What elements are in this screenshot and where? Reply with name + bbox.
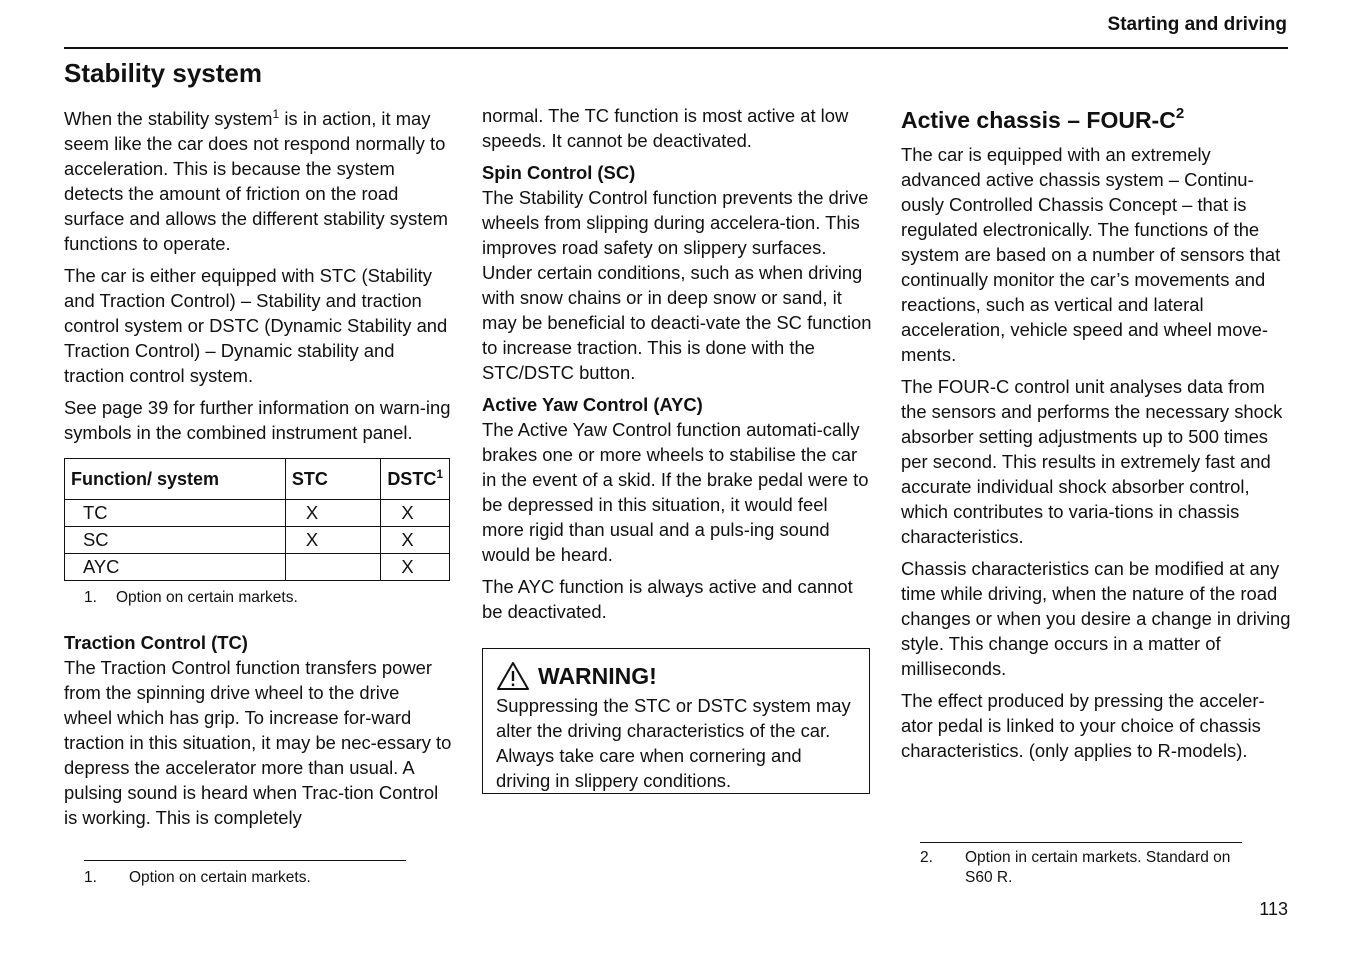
table-footnote: 1. Option on certain markets. <box>84 589 298 606</box>
four-c-paragraph-1: The car is equipped with an extremely advanced active chassis system – Continu-ously Controlled Chassis Concept – that is regulated electronically. The functions of the system are based on a number of sensors that continually monitor the car’s movements and reactions, such as vertical and lateral acceleration, vehicle speed and wheel move-ments. <box>901 144 1281 365</box>
column-2 <box>482 103 872 631</box>
table-cell: TC <box>65 500 286 527</box>
traction-control-heading: Traction Control (TC) <box>64 632 248 653</box>
table-cell <box>285 554 380 581</box>
stc-dstc-paragraph: The car is either equipped with STC (Stability and Traction Control) – Stability and traction control system or DSTC (Dynamic Stability and Traction Control) – Dynamic stability and traction control system. <box>64 265 448 386</box>
ayc-text: The Active Yaw Control function automati-cally brakes one or more wheels to stabilise the car in the event of a skid. If the brake pedal were to be depressed in this situation, it would feel more rigid than usual and a puls-ing sound would be heard. <box>482 419 869 565</box>
header-stc: STC <box>285 459 380 500</box>
four-c-paragraph-2: The FOUR-C control unit analyses data from the sensors and performs the necessary shock absorber setting adjustments up to 500 times per second. This results in extremely fast and accurate individual shock absorber control, which contributes to varia-tions in chassis characteristics. <box>901 376 1283 547</box>
four-c-paragraph-4: The effect produced by pressing the acceler-ator pedal is linked to your choice of chassis characteristics. (only applies to R-models). <box>901 690 1265 761</box>
footnote-1: 1. Option on certain markets. <box>84 869 311 886</box>
spin-control-text: The Stability Control function prevents the drive wheels from slipping during accelera-tion. This improves road safety on slippery surfaces. Under certain conditions, such as when driving with snow chains or in deep snow or sand, it may be beneficial to deacti-vate the SC function to increase traction. This is done with the STC/DSTC button. <box>482 187 872 383</box>
header-function: Function/ system <box>65 459 286 500</box>
tc-continued-paragraph: normal. The TC function is most active at low speeds. It cannot be deactivated. <box>482 105 849 151</box>
page-number: 113 <box>1259 899 1288 919</box>
ayc-always-active-paragraph: The AYC function is always active and cannot be deactivated. <box>482 576 853 622</box>
table-cell: X <box>381 554 450 581</box>
page-title: Stability system <box>64 58 262 88</box>
footnote-rule <box>920 842 1242 843</box>
table-cell: X <box>285 527 380 554</box>
ayc-section <box>482 392 872 567</box>
table-cell: X <box>285 500 380 527</box>
table-cell: SC <box>65 527 286 554</box>
column-1 <box>64 106 452 837</box>
footnote-ref: 2 <box>1175 105 1185 122</box>
intro-paragraph: When the stability system$^1$ is in action, it may seem like the car does not respond normally to acceleration. This is because the system detects the amount of friction on the road surface and allows the different stability system functions to operate. <box>64 107 449 254</box>
footnote-2: 2. Option in certain markets. Standard on S60 R. <box>920 849 1231 886</box>
warning-text: Suppressing the STC or DSTC system may alter the driving characteristics of the car. Always take care when cornering and driving in slippery conditions. <box>496 695 851 791</box>
traction-control-section <box>64 630 452 830</box>
header-dstc: DSTC$^1$ <box>381 459 450 500</box>
warning-title: WARNING! <box>538 662 657 689</box>
warning-box <box>482 648 870 794</box>
warning-triangle-icon <box>496 661 530 691</box>
table-row <box>65 554 450 581</box>
four-c-paragraph-3: Chassis characteristics can be modified at any time while driving, when the nature of the road changes or when you desire a change in driving style. This change occurs in a matter of milliseconds. <box>901 558 1291 679</box>
footnote-ref: 1 <box>272 107 280 121</box>
column-3 <box>901 106 1291 770</box>
see-page-paragraph: See page 39 for further information on warn-ing symbols in the combined instrument panel. <box>64 397 451 443</box>
ayc-heading: Active Yaw Control (AYC) <box>482 394 703 415</box>
table-row <box>65 527 450 554</box>
spin-control-section <box>482 160 872 385</box>
running-header: Starting and driving <box>1107 14 1287 35</box>
header-rule <box>64 47 1288 49</box>
warning-heading <box>496 661 856 691</box>
table-header-row <box>65 459 450 500</box>
table-row <box>65 500 450 527</box>
function-system-table <box>64 458 450 581</box>
traction-control-text: The Traction Control function transfers power from the spinning drive wheel to the drive wheel which has grip. To increase for-ward traction in this situation, it may be nec-essary to depress the accelerator more than usual. A pulsing sound is heard when Trac-tion Control is working. This is completely <box>64 657 452 828</box>
table-cell: AYC <box>65 554 286 581</box>
table-cell: X <box>381 500 450 527</box>
active-chassis-heading: Active chassis – FOUR-$C^2$ <box>901 105 1185 133</box>
footnote-rule <box>84 860 406 861</box>
spin-control-heading: Spin Control (SC) <box>482 162 636 183</box>
table-cell: X <box>381 527 450 554</box>
